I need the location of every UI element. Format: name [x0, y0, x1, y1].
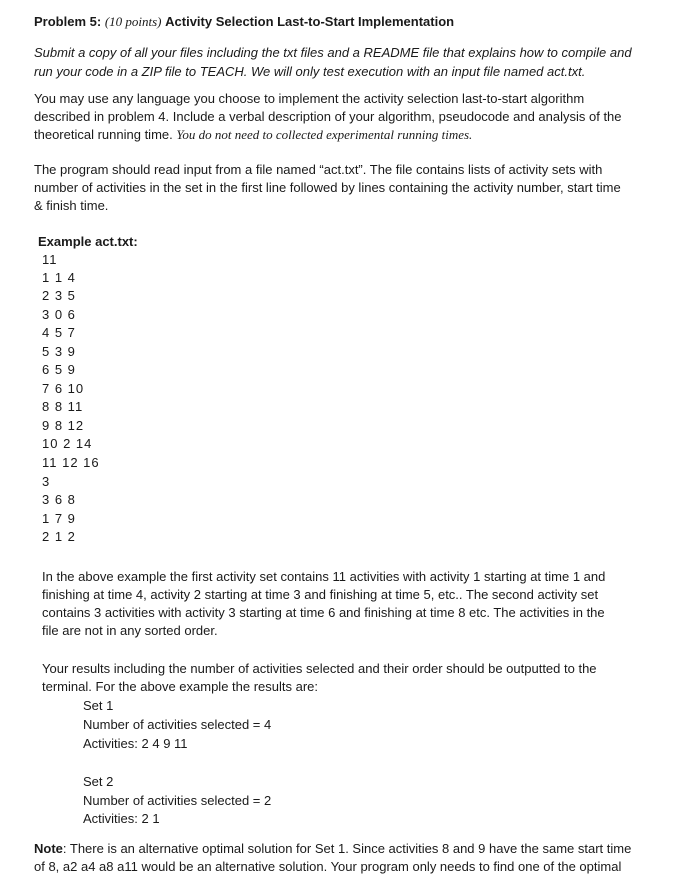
language-line-1: You may use any language you choose to implement the activity selection last-to-start algorithm [34, 91, 585, 106]
program-line-3: & finish time. [34, 198, 109, 213]
language-note: You do not need to collected experimental running times. [176, 127, 473, 142]
submit-line-1: Submit a copy of all your files including the txt files and a README file that explains how to compile and [34, 45, 632, 60]
program-line-1: The program should read input from a file named “act.txt”. The file contains lists of activity sets with [34, 162, 603, 177]
problem-title: Activity Selection Last-to-Start Implementation [165, 14, 455, 29]
results-line-1: Your results including the number of activities selected and their order should be outputted to the [42, 661, 597, 676]
language-line-3-text: theoretical running time. [34, 127, 177, 142]
note-label: Note [34, 841, 63, 856]
example-heading: Example act.txt: [38, 234, 138, 249]
submit-line-2: run your code in a ZIP file to TEACH. We will only test execution with an input file named act.txt. [34, 64, 586, 79]
explanation-line-4: file are not in any sorted order. [42, 623, 218, 638]
example-line: 11 12 16 [42, 455, 100, 470]
example-line: 7 6 10 [42, 381, 85, 396]
program-line-2: number of activities in the set in the first line followed by lines containing the activity number, start time [34, 180, 621, 195]
explanation-line-3: contains 3 activities with activity 3 starting at time 6 and finishing at time 8 etc. The activities in the [42, 605, 605, 620]
results-line-2: terminal. For the above example the results are: [42, 679, 319, 694]
note-line-1 [34, 840, 631, 858]
note-text-1: : There is an alternative optimal solution for Set 1. Since activities 8 and 9 have the same start time [62, 841, 632, 856]
explanation-line-2: finishing at time 4, activity 2 starting at time 3 and finishing at time 5, etc.. The second activity set [42, 587, 599, 602]
example-line: 8 8 11 [42, 399, 84, 414]
example-line: 4 5 7 [42, 325, 76, 340]
example-line: 2 3 5 [42, 288, 76, 303]
example-line: 11 [42, 252, 58, 267]
problem-heading [34, 13, 454, 31]
example-line: 10 2 14 [42, 436, 93, 451]
language-line-3 [34, 126, 472, 144]
example-line: 3 0 6 [42, 307, 76, 322]
example-line: 9 8 12 [42, 418, 85, 433]
example-line: 5 3 9 [42, 344, 76, 359]
example-line: 3 [42, 474, 51, 489]
problem-points: (10 points) [104, 14, 162, 29]
note-line-2: of 8, a2 a4 a8 a11 would be an alternative solution. Your program only needs to find one of the optimal [34, 859, 622, 874]
result-set-label: Set 1 [83, 698, 114, 713]
example-line: 1 1 4 [42, 270, 76, 285]
example-line: 2 1 2 [42, 529, 76, 544]
result-activities: Activities: 2 1 [83, 811, 160, 826]
result-count: Number of activities selected = 4 [83, 717, 272, 732]
result-set-label: Set 2 [83, 774, 114, 789]
language-line-2: described in problem 4. Include a verbal description of your algorithm, pseudocode and analysis of the [34, 109, 622, 124]
example-line: 3 6 8 [42, 492, 76, 507]
explanation-line-1: In the above example the first activity set contains 11 activities with activity 1 starting at time 1 and [42, 569, 606, 584]
problem-label: Problem 5: [34, 14, 102, 29]
result-count: Number of activities selected = 2 [83, 793, 272, 808]
result-activities: Activities: 2 4 9 11 [83, 736, 188, 751]
example-line: 1 7 9 [42, 511, 76, 526]
example-line: 6 5 9 [42, 362, 76, 377]
